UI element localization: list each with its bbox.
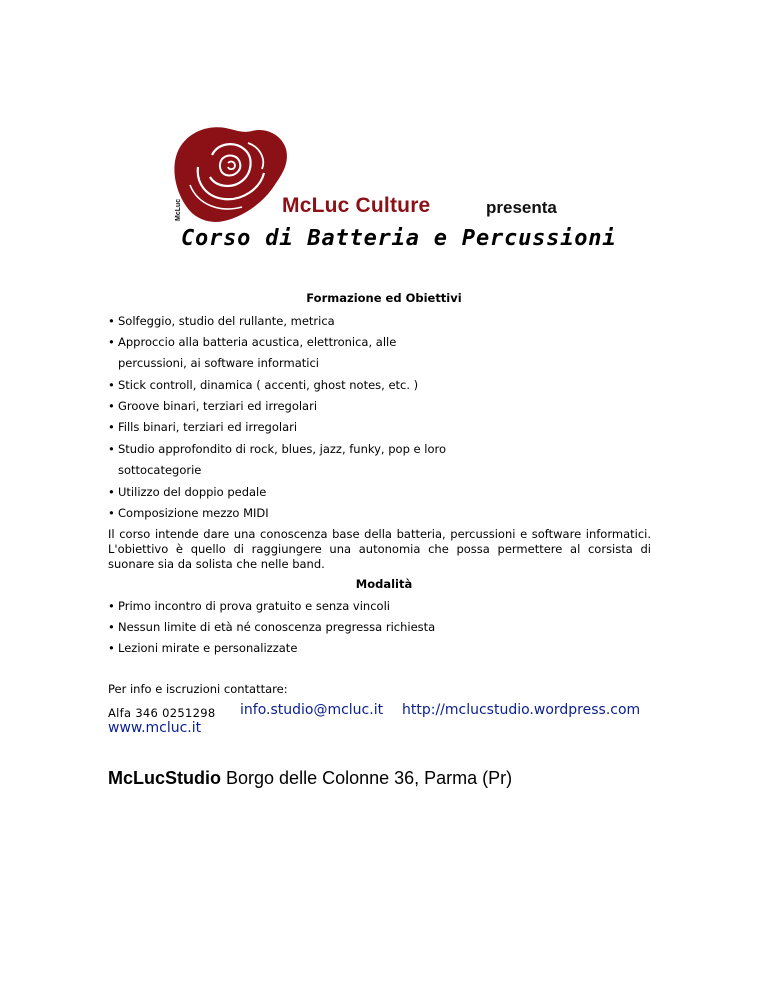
modality-item: • Lezioni mirate e personalizzate	[108, 641, 297, 655]
objective-item: • Stick controll, dinamica ( accenti, ghost notes, etc. )	[108, 378, 418, 392]
rose-logo-icon	[168, 125, 293, 225]
objective-item: • Studio approfondito di rock, blues, jazz, funky, pop e loro	[108, 442, 446, 456]
objective-item-continuation: percussioni, ai software informatici	[118, 356, 319, 370]
presents-label: presenta	[486, 198, 557, 217]
website-link[interactable]: www.mcluc.it	[108, 720, 202, 736]
objective-item: • Fills binari, terziari ed irregolari	[108, 420, 297, 434]
phone-number: Alfa 346 0251298	[108, 706, 216, 720]
objective-item: • Groove binari, terziari ed irregolari	[108, 399, 317, 413]
objective-item: • Utilizzo del doppio pedale	[108, 485, 266, 499]
modality-item: • Primo incontro di prova gratuito e senza vincoli	[108, 599, 390, 613]
course-description: Il corso intende dare una conoscenza base della batteria, percussioni e software informatici. L'obiettivo è quello di raggiungere una autonomia che possa permettere al corsista di suonare sia da solista che nelle band.	[108, 527, 651, 571]
objective-item: • Approccio alla batteria acustica, elettronica, alle	[108, 335, 396, 349]
modality-item: • Nessun limite di età né conoscenza pregressa richiesta	[108, 620, 435, 634]
studio-name: McLucStudio	[108, 768, 221, 788]
objective-item-continuation: sottocategorie	[118, 463, 202, 477]
brand-name: McLuc Culture	[282, 194, 431, 217]
studio-address: Borgo delle Colonne 36, Parma (Pr)	[226, 768, 513, 788]
course-title: Corso di Batteria e Percussioni	[181, 226, 617, 251]
objectives-heading: Formazione ed Obiettivi	[306, 291, 462, 305]
modality-heading: Modalità	[355, 577, 413, 591]
contact-intro: Per info e iscruzioni contattare:	[108, 682, 288, 696]
objective-item: • Solfeggio, studio del rullante, metrica	[108, 314, 335, 328]
email-link[interactable]: info.studio@mcluc.it	[240, 702, 384, 718]
objective-item: • Composizione mezzo MIDI	[108, 506, 269, 520]
logo-side-text: McLuc	[175, 198, 182, 221]
footer-address	[108, 768, 512, 789]
blog-link[interactable]: http://mclucstudio.wordpress.com	[402, 702, 641, 718]
